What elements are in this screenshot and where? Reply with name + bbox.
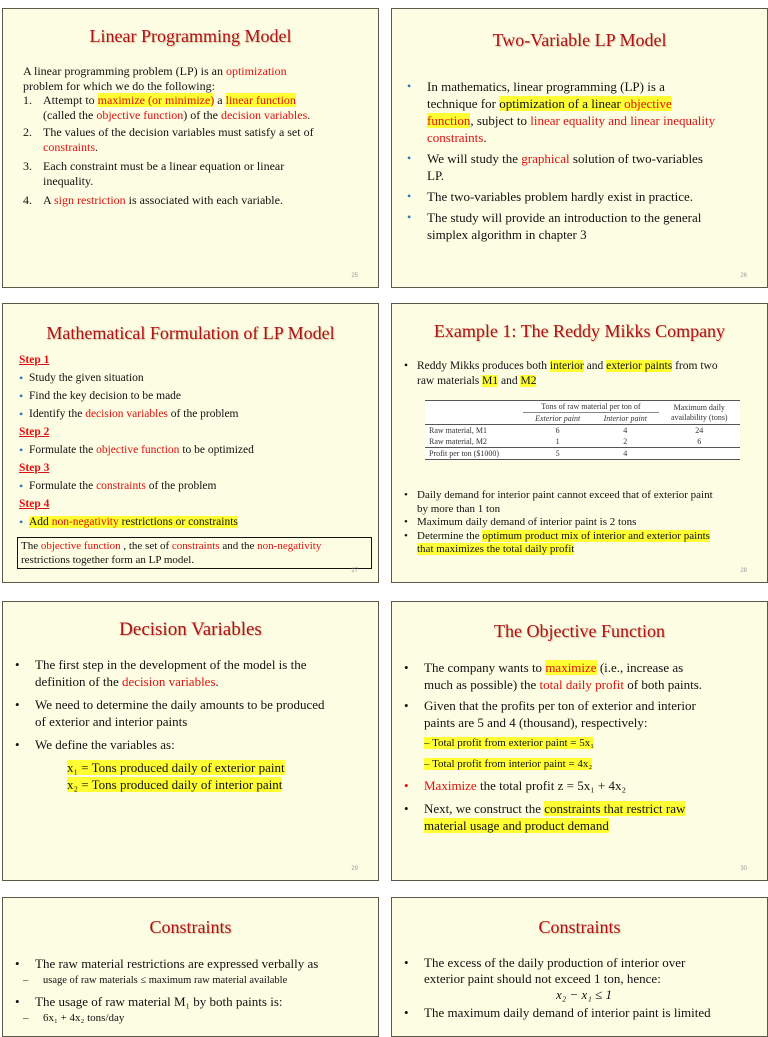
bullet-icon: • [15,657,20,672]
list-item: • Formulate the constraints of the problem [19,479,217,493]
bullet-icon: • [404,801,409,816]
bullet-icon: • [404,660,409,675]
bullet-icon: • [19,389,24,403]
data-table: Tons of raw material per ton of Maximum daily availability (tons) Exterior paint Interior paint Raw material, M1 6 4 24 Raw material, M2 1 2 6 Profit per ton ($1000) 5 4 [425,400,740,460]
bullet-icon: • [19,443,24,457]
bullet-icon: • [407,79,412,93]
bullet-icon: • [15,994,20,1009]
list-item: • Study the given situation [19,371,144,385]
list-item: • We will study the graphical solution of two-variables [407,151,703,166]
list-item: • The study will provide an introduction to the general [407,210,702,225]
list-item: 4. A sign restriction is associated with each variable. [23,193,283,207]
page-number: 30 [740,866,747,872]
page-number: 29 [351,866,358,872]
slide-26 [391,8,768,288]
page-number: 28 [740,568,747,574]
page-number: 25 [351,273,358,279]
slide-title: The Objective Function [494,621,665,641]
list-item: • The first step in the development of the model is the [15,657,307,672]
slide-title: Decision Variables [119,619,262,640]
list-item: • Maximize the total profit z = 5x₁ + 4x₂ [404,778,627,793]
list-item: 3. Each constraint must be a linear equation or linear [23,159,285,173]
slide-28 [391,303,768,583]
slide-25 [2,8,379,288]
slide-title: Linear Programming Model [89,26,292,46]
list-item: • Given that the profits per ton of exterior and interior [404,698,696,713]
bullet-icon: • [15,737,20,752]
slide-body: • In mathematics, linear programming (LP) is a technique for optimization of a linear objective function, subject to linear equality and linear inequality constraints. • We will study the graphical solution of two-variables LP. • The two-variables problem hardly exist in practice. • The study will provide an introduction to the general simplex algorithm in chapter 3 [407,78,762,243]
slide-31 [2,897,379,1037]
list-item: • Add non-negativity restrictions or constraints [19,515,238,529]
bullet-icon: • [404,778,409,793]
bullet-icon: • [407,210,412,224]
step-heading: Step 3 [19,462,50,474]
list-item: 1. Attempt to maximize (or minimize) a linear function [23,93,296,107]
list-item: • The usage of raw material M₁ by both paints is: [15,994,283,1009]
table-row: Raw material, M1 6 4 24 [429,426,704,435]
slide-body: • The company wants to maximize (i.e., increase as much as possible) the total daily profit of both paints. • Given that the profits per ton of exterior and interior paints are 5 and 4 (thousand), respectively: – Total profit from exterior paint = 5x₁ – Total profit from interior paint = 4x₂ • Maximize the total profit z = 5x₁ + 4x₂ • Next, we construct the constraints that restrict raw material usage and product demand [404,659,764,834]
page-number: 26 [740,273,747,279]
table-row: Raw material, M2 1 2 6 [425,436,740,448]
bullet-icon: • [404,955,409,970]
bullet-icon: • [15,956,20,971]
slide-32 [391,897,768,1037]
slide-body [19,351,374,531]
list-item: • Next, we construct the constraints that restrict raw [404,801,686,816]
bullet-icon: • [19,371,24,385]
step-heading: Step 4 [19,498,50,510]
slide-body: • The raw material restrictions are expressed verbally as – usage of raw materials ≤ maximum raw material available • The usage of raw material M₁ by both paints is: – 6x₁ + 4x₂ tons/day [15,955,375,1027]
bullet-icon: • [19,407,24,421]
table-row: Profit per ton ($1000) 5 4 [425,448,740,460]
bullet-icon: • [404,489,408,501]
list-item: • In mathematics, linear programming (LP) is a [407,79,665,94]
list-item: • We need to determine the daily amounts to be produced [15,697,325,712]
slide-body: • Reddy Mikks produces both interior and exterior paints from two raw materials M1 and M2 [404,359,764,389]
slide-30 [391,601,768,881]
list-item: • Identify the decision variables of the problem [19,407,239,421]
slide-title: Mathematical Formulation of LP Model [46,323,335,343]
list-item: • The maximum daily demand of interior paint is limited [404,1005,711,1020]
list-item: • The raw material restrictions are expressed verbally as [15,956,319,971]
bullet-icon: • [407,189,412,203]
list-item: • Reddy Mikks produces both interior and exterior paints from two [404,360,718,372]
slide-body-lower: • Daily demand for interior paint cannot exceed that of exterior paint by more than 1 ton • Maximum daily demand of interior paint is 2 tons • Determine the optimum product mix of interior and exterior paints that maximizes the total daily profit [404,489,766,557]
bullet-icon: • [19,479,24,493]
bullet-icon: • [407,151,412,165]
step-heading: Step 1 [19,354,50,366]
list-item: 2. The values of the decision variables must satisfy a set of [23,125,314,139]
slide-27 [2,303,379,583]
bullet-icon: • [19,515,24,529]
bullet-icon: • [15,697,20,712]
variable-definition: x₂ = Tons produced daily of interior paint [67,777,283,792]
slide-body: • The excess of the daily production of interior over exterior paint should not exceed 1 ton, hence: x₂ − x₁ ≤ 1 • The maximum daily demand of interior paint is limited [404,955,764,1021]
list-item: • Determine the optimum product mix of interior and exterior paints [404,529,710,542]
list-item: • Formulate the objective function to be optimized [19,443,254,457]
bullet-icon: • [404,529,408,542]
summary-box: The objective function , the set of constraints and the non-negativity restrictions together form an LP model. [17,537,372,569]
slide-title: Example 1: The Reddy Mikks Company [433,321,726,341]
bullet-icon: • [404,698,409,713]
bullet-icon: • [404,516,408,528]
slide-title: Two-Variable LP Model [492,30,667,50]
list-item: • We define the variables as: [15,737,175,752]
bullet-icon: • [404,1005,409,1020]
list-item: • The company wants to maximize (i.e., increase as [404,660,684,675]
page-number: 27 [351,568,358,574]
bullet-icon: • [404,360,409,372]
list-item: • Daily demand for interior paint cannot exceed that of exterior paint [404,489,713,501]
slide-body: • The first step in the development of the model is the definition of the decision variables. • We need to determine the daily amounts to be produced of exterior and interior paints • We define the variables as: x₁ = Tons produced daily of exterior paint x₂ = Tons produced daily of interior paint [15,656,375,793]
slide-29 [2,601,379,881]
list-item: • Maximum daily demand of interior paint is 2 tons [404,516,637,528]
equation: x₂ − x₁ ≤ 1 [556,987,612,1002]
slide-title: Constraints [149,917,232,937]
slide-body: A linear programming problem (LP) is an optimization problem for which we do the following: 1. Attempt to maximize (or minimize) a linear function (called the objective function) of the decision variables. 2. The values of the decision variables must satisfy a set of constraints. 3. Each constraint must be a linear equation or linear inequality. 4. A sign restriction is associated with each variable. [23,64,373,208]
step-heading: Step 2 [19,426,50,438]
variable-definition: x₁ = Tons produced daily of exterior paint [67,760,285,775]
list-item: • Find the key decision to be made [19,389,182,403]
list-item: • The two-variables problem hardly exist in practice. [407,189,694,204]
slide-title: Constraints [538,917,621,937]
list-item: • The excess of the daily production of interior over [404,955,686,970]
